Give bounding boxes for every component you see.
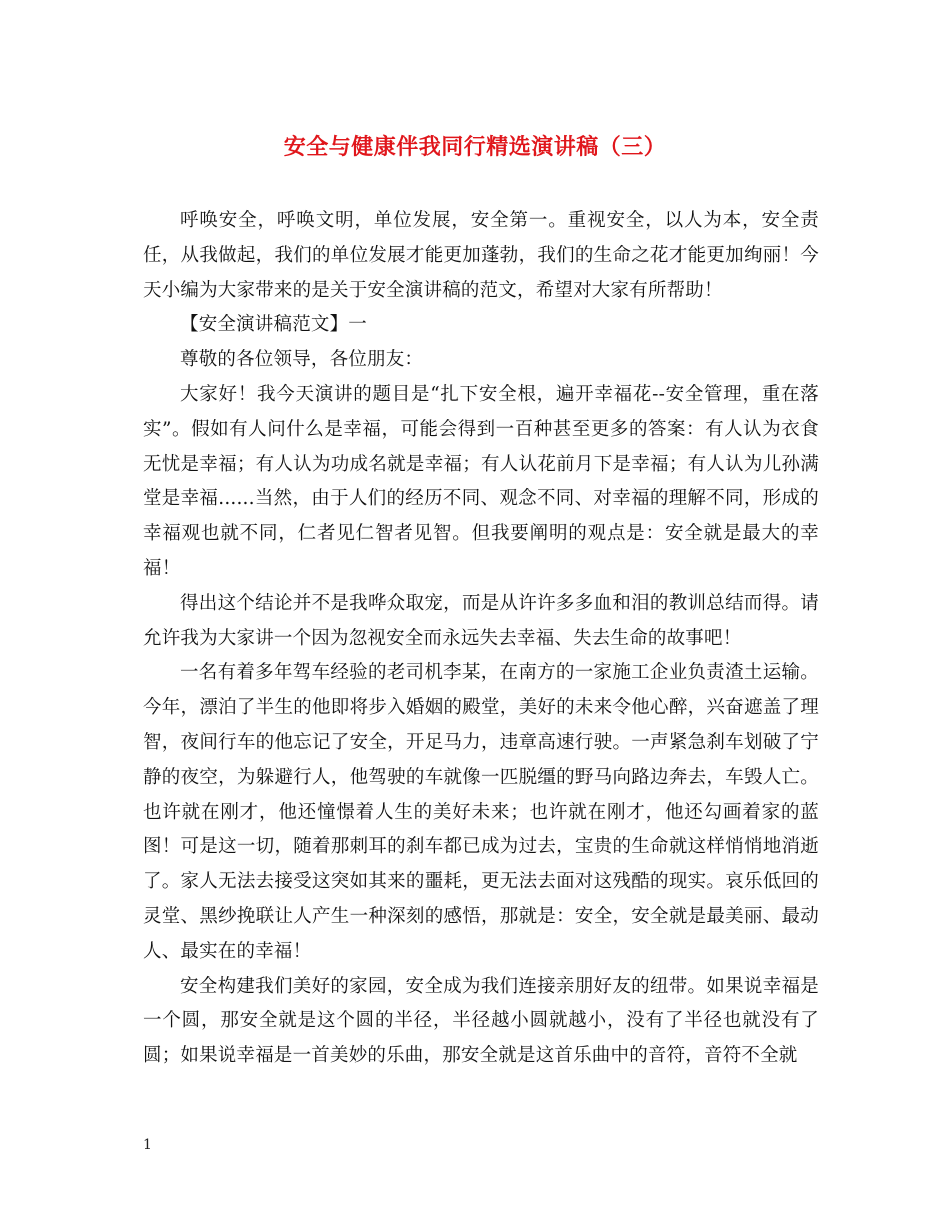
document-body	[143, 204, 819, 1074]
page-number: 1	[143, 1137, 152, 1153]
body-paragraph: 安全构建我们美好的家园，安全成为我们连接亲朋好友的纽带。如果说幸福是一个圆，那安全就是这个圆的半径，半径越小圆就越小，没有了半径也就没有了圆；如果说幸福是一首美妙的乐曲，那安全就是这首乐曲中的音符，音符不全就	[143, 975, 819, 1067]
body-paragraph: 一名有着多年驾车经验的老司机李某，在南方的一家施工企业负责渣土运输。今年，漂泊了半生的他即将步入婚姻的殿堂，美好的未来令他心醉，兴奋遮盖了理智，夜间行车的他忘记了安全，开足马力，违章高速行驶。一声紧急刹车划破了宁静的夜空，为躲避行人，他驾驶的车就像一匹脱缰的野马向路边奔去，车毁人亡。也许就在刚才，他还憧憬着人生的美好未来；也许就在刚才，他还勾画着家的蓝图！可是这一切，随着那刺耳的刹车都已成为过去，宝贵的生命就这样悄悄地消逝了。家人无法去接受这突如其来的噩耗，更无法去面对这残酷的现实。哀乐低回的灵堂、黑纱挽联让人产生一种深刻的感悟，那就是：安全，安全就是最美丽、最动人、最实在的幸福！	[143, 662, 819, 962]
section-heading: 【安全演讲稿范文】一	[180, 314, 368, 336]
body-paragraph: 大家好！我今天演讲的题目是“扎下安全根，遍开幸福花--安全管理，重在落实”。假如有人问什么是幸福，可能会得到一百种甚至更多的答案：有人认为衣食无忧是幸福；有人认为功成名就是幸福；有人认花前月下是幸福；有人认为儿孙满堂是幸福......当然，由于人们的经历不同、观念不同、对幸福的理解不同，形成的幸福观也就不同，仁者见仁智者见智。但我要阐明的观点是：安全就是最大的幸福！	[143, 383, 819, 579]
body-paragraph: 得出这个结论并不是我哗众取宠，而是从许许多多血和泪的教训总结而得。请允许我为大家讲一个因为忽视安全而永远失去幸福、失去生命的故事吧！	[143, 592, 819, 649]
document-title: 安全与健康伴我同行精选演讲稿（三）	[283, 134, 667, 160]
salutation-paragraph: 尊敬的各位领导，各位朋友：	[180, 349, 424, 371]
intro-paragraph: 呼唤安全，呼唤文明，单位发展，安全第一。重视安全，以人为本，安全责任，从我做起，我们的单位发展才能更加蓬勃，我们的生命之花才能更加绚丽！今天小编为大家带来的是关于安全演讲稿的范文，希望对大家有所帮助！	[143, 210, 819, 301]
